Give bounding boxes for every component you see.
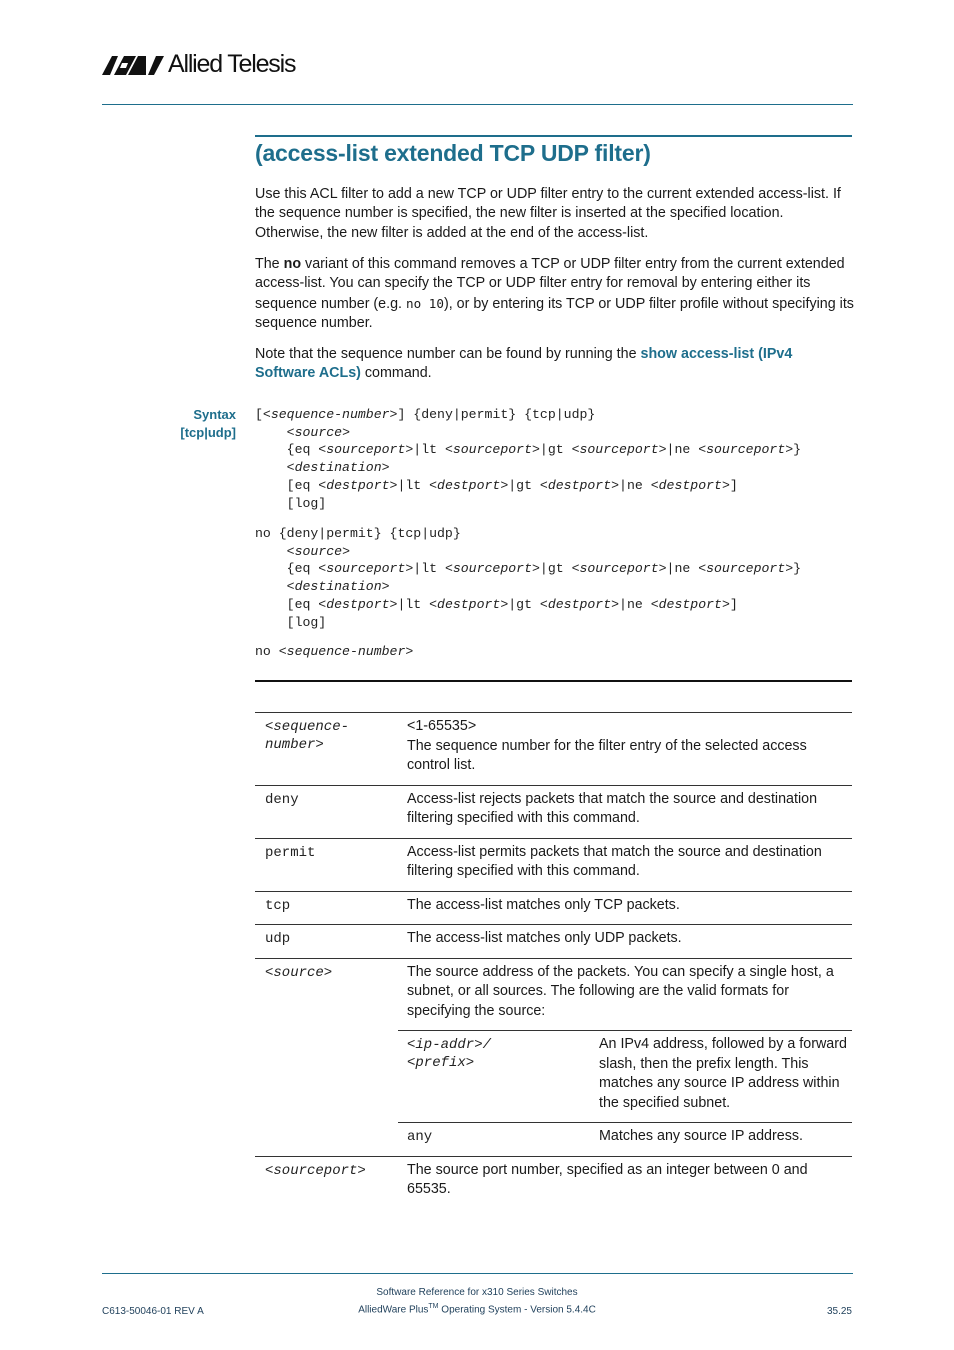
logo-wordmark: Allied Telesis	[168, 50, 296, 78]
page-number: 35.25	[826, 1306, 852, 1317]
parameter-table	[255, 712, 852, 1209]
syntax-subheading: [tcp|udp]	[180, 425, 236, 440]
param-desc: The access-list matches only TCP packets.	[407, 896, 680, 913]
intro-paragraph-3	[255, 345, 855, 384]
no-keyword: no	[283, 256, 302, 272]
table-row	[255, 925, 852, 959]
param-name	[265, 718, 395, 754]
syntax-block-2: no {deny|permit} {tcp|udp} <source> {eq <sourceport>|lt <sourceport>|gt <sourceport>|ne <sourceport>} <destination> [eq <destport>|lt <destport>|gt <destport>|ne <destport>] [log]	[255, 526, 802, 630]
table-top-rule	[255, 680, 852, 682]
page-title: (access-list extended TCP UDP filter)	[255, 140, 651, 166]
param-name-text: <source>	[265, 964, 333, 981]
param-desc: The access-list matches only UDP packets.	[407, 930, 682, 946]
allied-telesis-logo	[102, 50, 295, 78]
param-desc: <1-65535> The sequence number for the filter entry of the selected access control list.	[407, 718, 807, 773]
table-row	[255, 1157, 852, 1209]
inline-code: no 10	[406, 295, 444, 311]
text-run: The	[255, 256, 284, 272]
param-name-text: <sourceport>	[265, 1162, 366, 1179]
table-row	[255, 892, 852, 926]
header-divider	[102, 104, 853, 105]
param-desc: The source address of the packets. You can specify a single host, a subnet, or all sources. The following are the valid formats for specifying the source:	[407, 963, 834, 1019]
subtable-row	[398, 1031, 852, 1123]
table-row	[255, 786, 852, 839]
param-name: tcp	[265, 897, 291, 914]
param-name	[265, 964, 395, 982]
intro-paragraph-2	[255, 255, 855, 333]
show-access-list-link[interactable]: show access-list (IPv4 Software ACLs)	[255, 346, 793, 382]
footer-doc-id: C613-50046-01 REV A	[102, 1306, 204, 1317]
table-row	[255, 959, 852, 1157]
subtable-row	[398, 1123, 852, 1156]
format-desc: An IPv4 address, followed by a forward slash, then the prefix length. This matches any source IP address within the specified subnet.	[599, 1036, 847, 1111]
footer-divider	[102, 1273, 853, 1274]
text-run: AlliedWare Plus	[358, 1304, 429, 1316]
table-row	[255, 713, 852, 786]
param-desc: Access-list rejects packets that match the source and destination filtering specified with this command.	[407, 790, 818, 826]
footer-title: Software Reference for x310 Series Switches	[376, 1287, 578, 1298]
text-run: command.	[360, 365, 432, 382]
param-desc: Access-list permits packets that match the source and destination filtering specified with this command.	[407, 843, 822, 879]
title-rule	[255, 135, 852, 137]
param-name-text: <sequence-number>	[265, 719, 350, 753]
syntax-label	[180, 406, 236, 442]
syntax-heading: Syntax	[193, 407, 236, 422]
format-name: any	[407, 1129, 433, 1145]
allied-telesis-logo-mark	[102, 51, 164, 77]
param-name: deny	[265, 791, 299, 808]
format-name-text: <ip-addr>/ <prefix>	[407, 1037, 492, 1071]
param-name: udp	[265, 931, 291, 947]
param-name: permit	[265, 844, 316, 861]
text-run: Operating System - Version 5.4.4C	[438, 1304, 596, 1316]
param-name	[265, 1162, 395, 1180]
param-desc: The source port number, specified as an integer between 0 and 65535.	[407, 1161, 808, 1197]
source-format-table	[398, 1030, 852, 1156]
format-desc: Matches any source IP address.	[599, 1128, 803, 1144]
syntax-block-1: [<sequence-number>] {deny|permit} {tcp|udp} <source> {eq <sourceport>|lt <sourceport>|gt <sourceport>|ne <sourceport>} <destination> [eq <destport>|lt <destport>|gt <destport>|ne <destport>] [log]	[255, 407, 802, 511]
text-run: variant of this command removes a TCP or UDP filter entry from the current extended access-list. You can specify the TCP or UDP filter entry for removal by entering either its sequence number (e.g.	[255, 256, 845, 312]
table-row	[255, 839, 852, 892]
trademark: TM	[428, 1303, 439, 1310]
syntax-block-3: no <sequence-number>	[255, 644, 414, 659]
format-name	[407, 1036, 587, 1072]
intro-paragraph-1: Use this ACL filter to add a new TCP or UDP filter entry to the current extended access-list. If the sequence number is specified, the new filter is inserted at the specified location. Otherwise, the new filter is added at the end of the access-list.	[255, 186, 841, 241]
text-run: Note that the sequence number can be found by running the	[255, 346, 641, 362]
text-run: ), or by entering its TCP or UDP filter profile without specifying its sequence number.	[255, 295, 854, 331]
